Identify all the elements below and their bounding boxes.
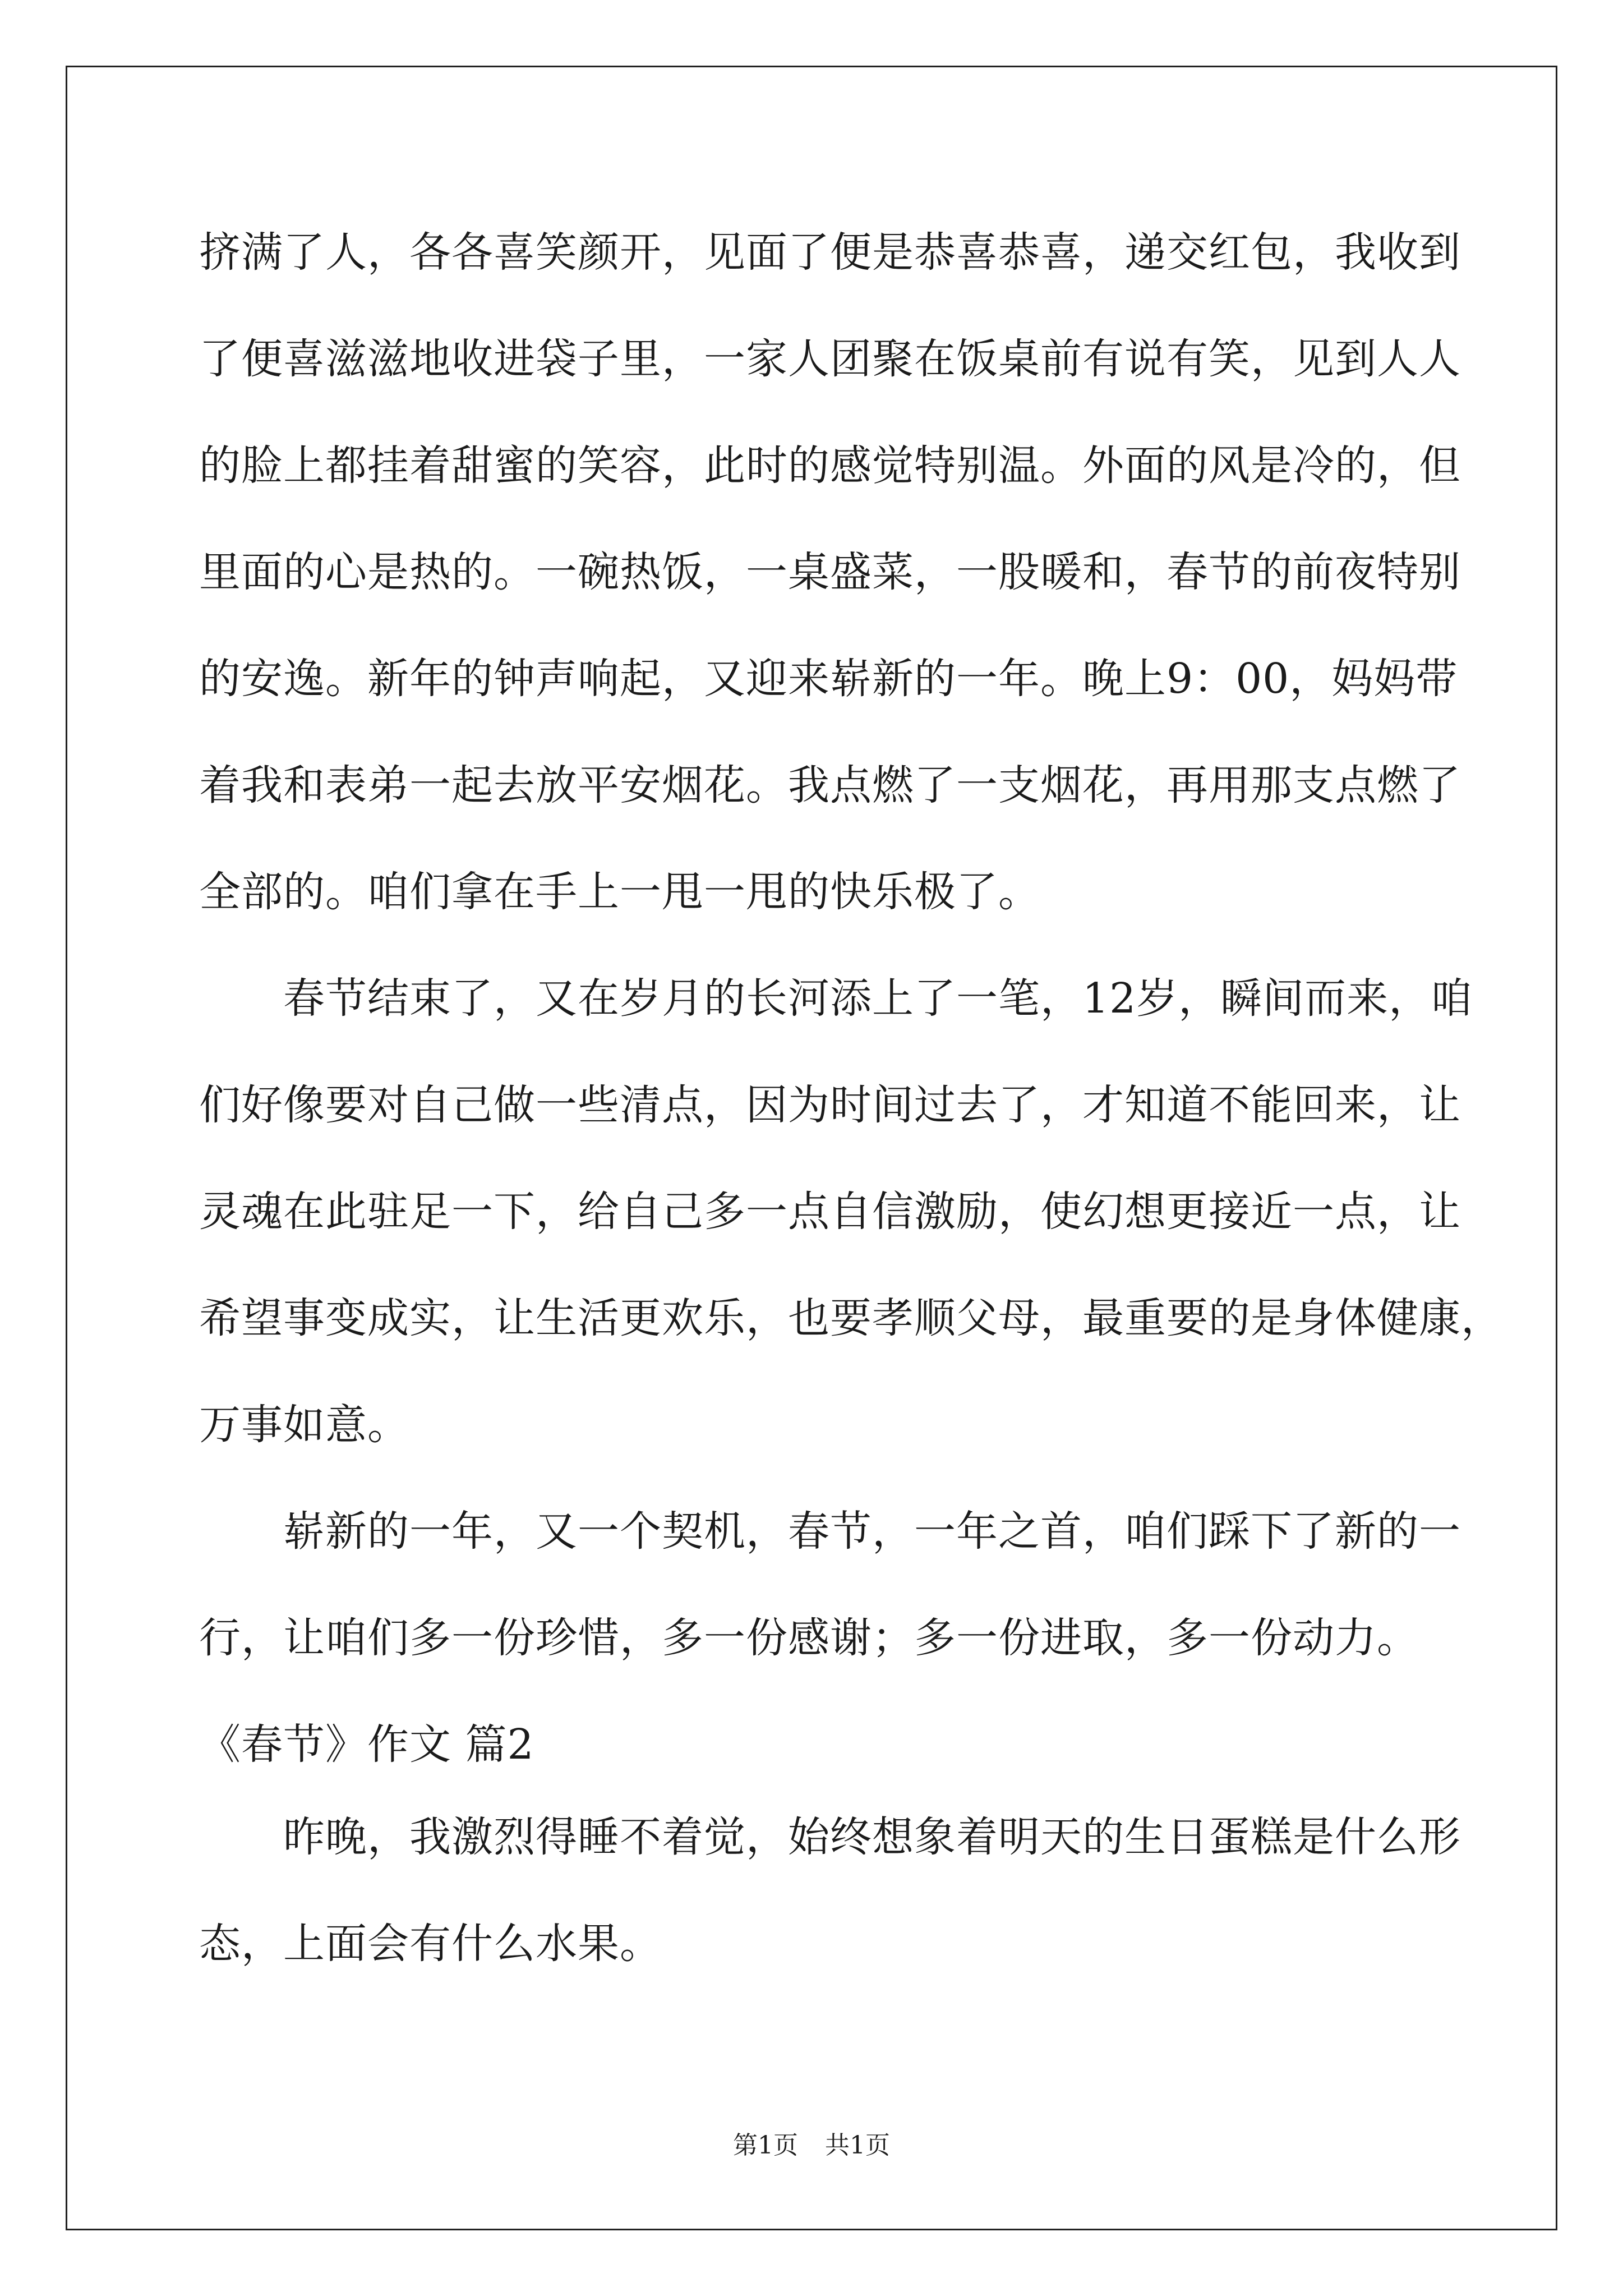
text-line: 万事如意。 [199, 1401, 409, 1449]
text-line: 着我和表弟一起去放平安烟花。我点燃了一支烟花，再用那支点燃了 [199, 761, 1461, 809]
text-line: 态，上面会有什么水果。 [199, 1920, 662, 1968]
paragraph-start-line: 昨晚，我激烈得睡不着觉，始终想象着明天的生日蛋糕是什么形 [283, 1813, 1461, 1861]
text-line: 希望事变成实，让生活更欢乐，也要孝顺父母，最重要的是身体健康， [199, 1294, 1503, 1342]
text-line: 灵魂在此驻足一下，给自己多一点自信激励，使幻想更接近一点，让 [199, 1188, 1461, 1236]
document-body [199, 219, 1503, 2017]
page-footer [0, 2129, 1623, 2162]
section-heading: 《春节》作文 篇2 [199, 1720, 534, 1769]
text-line: 的安逸。新年的钟声响起，又迎来崭新的一年。晚上9：00，妈妈带 [199, 655, 1458, 703]
text-line: 行，让咱们多一份珍惜，多一份感谢；多一份进取，多一份动力。 [199, 1614, 1419, 1662]
text-line: 全部的。咱们拿在手上一甩一甩的快乐极了。 [199, 868, 1040, 916]
text-line: 的脸上都挂着甜蜜的笑容，此时的感觉特别温。外面的风是冷的，但 [199, 441, 1461, 490]
text-line: 了便喜滋滋地收进袋子里，一家人团聚在饭桌前有说有笑，见到人人 [199, 335, 1461, 383]
page-number: 第1页 [733, 2131, 798, 2160]
text-line: 们好像要对自己做一些清点，因为时间过去了，才知道不能回来，让 [199, 1081, 1461, 1129]
page-total: 共1页 [825, 2131, 890, 2160]
text-line: 挤满了人，各各喜笑颜开，见面了便是恭喜恭喜，递交红包，我收到 [199, 228, 1461, 277]
paragraph-start-line: 春节结束了，又在岁月的长河添上了一笔，12岁，瞬间而来，咱 [283, 974, 1473, 1023]
paragraph-start-line: 崭新的一年，又一个契机，春节，一年之首，咱们踩下了新的一 [283, 1507, 1461, 1556]
text-line: 里面的心是热的。一碗热饭，一桌盛菜，一股暖和，春节的前夜特别 [199, 548, 1461, 596]
